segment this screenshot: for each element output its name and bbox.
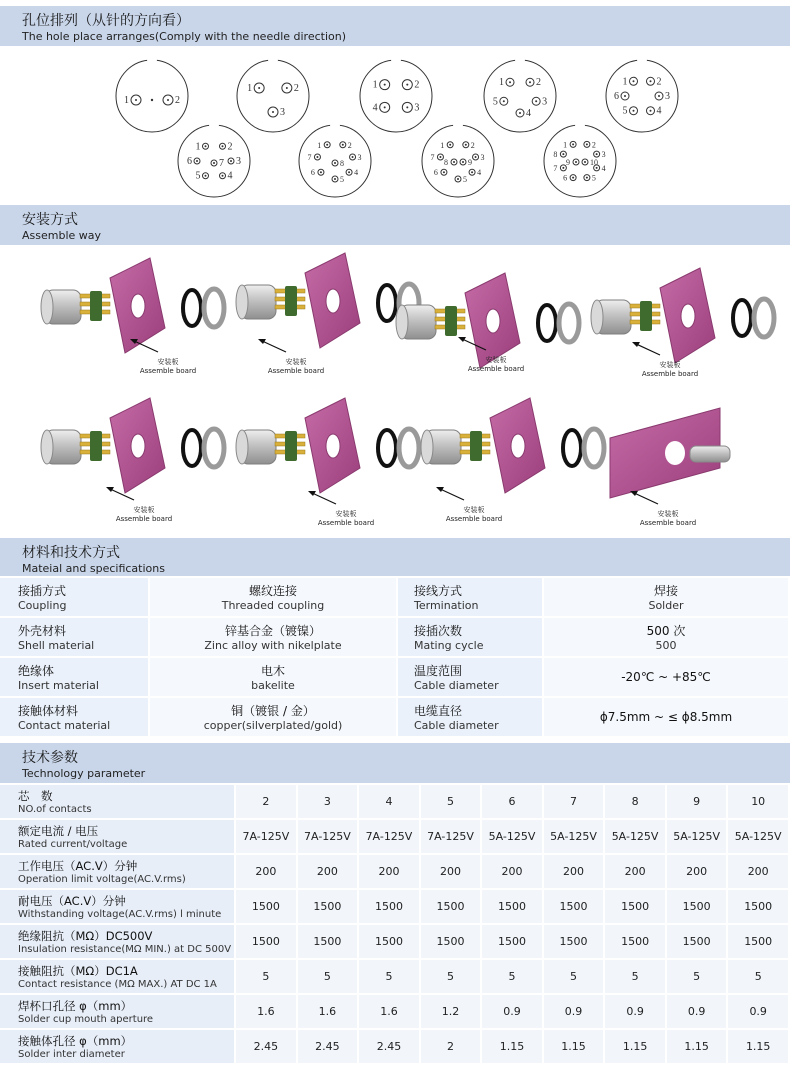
tech-param-label-zh: 额定电流 / 电压: [18, 824, 99, 838]
tech-value: 5: [481, 959, 543, 994]
spec-value-zh: 螺纹连接: [248, 584, 297, 598]
spec-label: [397, 657, 543, 697]
tech-value: 1500: [481, 924, 543, 959]
tech-param-label: [0, 854, 235, 889]
assemble-figure-4: [591, 268, 774, 378]
spec-value-en: bakelite: [251, 679, 295, 692]
spec-label-zh: 电缆直径: [414, 704, 463, 718]
pin-layout-diagrams: [0, 50, 790, 202]
tech-row: [0, 1029, 789, 1064]
section-title-en: Mateial and specifications: [22, 562, 165, 575]
tech-param-label: [0, 994, 235, 1029]
tech-value: 1500: [604, 889, 666, 924]
tech-value: 0.9: [604, 994, 666, 1029]
pin-diagram-2: [116, 55, 188, 132]
assemble-caption-zh: 安装板: [659, 361, 681, 369]
assemble-caption-zh: 安装板: [485, 356, 507, 364]
tech-value: 2.45: [297, 1029, 359, 1064]
section-header-assemble: [0, 205, 790, 245]
spec-row: [0, 617, 789, 657]
spec-label-zh: 接插次数: [414, 624, 463, 638]
tech-value: 1.6: [358, 994, 420, 1029]
tech-value: 200: [481, 854, 543, 889]
section-title-en: Assemble way: [22, 229, 102, 242]
pin-number: 3: [601, 150, 606, 160]
tech-param-label: [0, 785, 235, 819]
tech-param-label: [0, 924, 235, 959]
tech-value: 2.45: [358, 1029, 420, 1064]
pin-number: 3: [236, 156, 241, 167]
tech-value: 4: [358, 785, 420, 819]
pin-number: 1: [622, 76, 628, 88]
tech-value: 5A-125V: [604, 819, 666, 854]
pin-number: 3: [542, 96, 548, 108]
pin-diagram-10: [544, 120, 616, 197]
assemble-caption-zh: 安装板: [657, 510, 679, 518]
section-title-en: The hole place arranges(Comply with the needle direction): [22, 30, 347, 43]
spec-row: [0, 697, 789, 737]
assemble-caption-en: Assemble board: [317, 519, 375, 527]
tech-value: 5: [604, 959, 666, 994]
tech-value: 200: [235, 854, 297, 889]
tech-value: 1.6: [235, 994, 297, 1029]
tech-param-label-zh: 芯 数: [18, 789, 53, 803]
spec-value-en: 500: [655, 639, 677, 652]
spec-value-en: Solder: [648, 599, 684, 612]
spec-label-zh: 绝缘体: [18, 664, 55, 678]
pin-number: 1: [563, 140, 568, 150]
pin-number: 3: [480, 152, 485, 162]
tech-param-label-en: Rated current/voltage: [18, 839, 128, 850]
tech-param-label: [0, 1029, 235, 1064]
pin-number: 4: [656, 105, 662, 117]
spec-row: [0, 657, 789, 697]
pin-number: 4: [354, 168, 359, 178]
pin-number: 1: [195, 141, 201, 153]
tech-value: 8: [604, 785, 666, 819]
pin-number: 5: [591, 173, 596, 183]
pin-number: 7: [430, 152, 435, 162]
assemble-caption-zh: 安装板: [133, 506, 155, 514]
tech-value: 2: [235, 785, 297, 819]
spec-value: [543, 657, 789, 697]
tech-value: 2: [420, 1029, 482, 1064]
spec-value-zh: 锌基合金（镀镍）: [224, 624, 321, 638]
tech-value: 9: [666, 785, 728, 819]
tech-value: 0.9: [666, 994, 728, 1029]
pin-number: 6: [563, 173, 568, 183]
spec-label-en: Contact material: [18, 719, 111, 732]
pin-number: 4: [526, 108, 531, 119]
section-header-tech: [0, 743, 790, 783]
tech-value: 1500: [604, 924, 666, 959]
spec-value: [543, 697, 789, 737]
pin-number: 5: [340, 175, 344, 184]
section-header-pin-layout: [0, 6, 790, 46]
pin-number: 6: [310, 168, 315, 178]
tech-value: 5: [727, 959, 789, 994]
assemble-caption-en: Assemble board: [641, 370, 699, 378]
tech-value: 1.2: [420, 994, 482, 1029]
pin-number: 7: [553, 163, 558, 173]
spec-label: [0, 617, 149, 657]
pin-diagram-6: [606, 55, 678, 132]
tech-value: 1.15: [666, 1029, 728, 1064]
section-title-zh: 安装方式: [22, 212, 78, 228]
assemble-figure-2: [236, 253, 419, 375]
spec-value-en: Zinc alloy with nikelplate: [204, 639, 342, 652]
tech-value: 7A-125V: [297, 819, 359, 854]
spec-value-zh: -20℃ ~ +85℃: [621, 670, 711, 684]
pin-number: 4: [227, 170, 233, 182]
assemble-caption-en: Assemble board: [445, 515, 503, 523]
section-title-zh: 孔位排列（从针的方向看）: [22, 13, 190, 29]
section-title-zh: 技术参数: [22, 750, 78, 766]
spec-value-zh: 铜（镀银 / 金）: [231, 704, 315, 718]
spec-label-zh: 外壳材料: [18, 624, 67, 638]
tech-value: 1500: [297, 924, 359, 959]
tech-value: 200: [666, 854, 728, 889]
tech-value: 200: [543, 854, 605, 889]
spec-label-en: Cable diameter: [414, 719, 499, 732]
tech-value: 5: [358, 959, 420, 994]
tech-value: 7A-125V: [420, 819, 482, 854]
pin-number: 3: [665, 91, 670, 102]
tech-param-label: [0, 959, 235, 994]
tech-value: 5A-125V: [666, 819, 728, 854]
pin-number: 2: [347, 140, 352, 150]
pin-number: 1: [499, 77, 505, 89]
tech-value: 1500: [297, 889, 359, 924]
tech-value: 5: [297, 959, 359, 994]
section-title-zh: 材料和技术方式: [22, 545, 120, 561]
spec-label-zh: 温度范围: [414, 664, 463, 678]
assemble-figure-7: [421, 398, 604, 523]
pin-number: 1: [440, 140, 445, 150]
pin-diagram-7: [178, 120, 250, 197]
assemble-caption-zh: 安装板: [157, 358, 179, 366]
pin-number: 2: [414, 79, 420, 91]
tech-row: [0, 924, 789, 959]
tech-value: 5: [420, 785, 482, 819]
tech-param-label-en: Contact resistance (MΩ MAX.) AT DC 1A: [18, 979, 217, 990]
tech-param-label: [0, 889, 235, 924]
assemble-figure-5: [41, 398, 224, 523]
spec-value: [543, 617, 789, 657]
spec-label-zh: 接插方式: [18, 584, 67, 598]
pin-number: 9: [468, 158, 472, 167]
pin-number: 2: [591, 140, 596, 150]
spec-label: [0, 697, 149, 737]
tech-value: 1500: [666, 924, 728, 959]
section-title-en: Technology parameter: [22, 767, 146, 780]
pin-number: 2: [175, 95, 180, 106]
tech-value: 1500: [358, 924, 420, 959]
pin-number: 5: [622, 105, 628, 117]
assemble-caption-en: Assemble board: [639, 519, 697, 527]
spec-value: [543, 578, 789, 617]
tech-value: 6: [481, 785, 543, 819]
tech-value: 7A-125V: [358, 819, 420, 854]
pin-number: 6: [433, 168, 438, 178]
pin-number: 3: [280, 107, 285, 118]
spec-label: [0, 578, 149, 617]
assemble-illustrations: [0, 248, 790, 536]
tech-value: 1500: [420, 889, 482, 924]
pin-number: 9: [566, 158, 570, 167]
tech-param-label-zh: 耐电压（AC.V）分钟: [18, 894, 126, 908]
assemble-figure-6: [236, 398, 419, 527]
tech-value: 5: [666, 959, 728, 994]
tech-row: [0, 994, 789, 1029]
tech-row: [0, 854, 789, 889]
tech-param-label-en: Solder inter diameter: [18, 1049, 125, 1060]
tech-value: 200: [358, 854, 420, 889]
pin-number: 6: [187, 156, 192, 167]
pin-diagram-3: [237, 55, 309, 132]
spec-value: [149, 697, 397, 737]
spec-value: [149, 617, 397, 657]
pin-number: 2: [656, 76, 662, 88]
tech-value: 7: [543, 785, 605, 819]
tech-value: 1500: [481, 889, 543, 924]
pin-number: 1: [372, 79, 378, 91]
tech-value: 1.15: [543, 1029, 605, 1064]
tech-value: 1500: [358, 889, 420, 924]
pin-number: 3: [414, 102, 420, 114]
pin-number: 7: [219, 158, 224, 169]
pin-number: 5: [463, 175, 467, 184]
pin-number: 5: [195, 170, 201, 182]
tech-param-label-en: Withstanding voltage(AC.V.rms) l minute: [18, 909, 222, 920]
spec-label-zh: 接触体材料: [18, 704, 79, 718]
pin-number: 8: [340, 159, 344, 168]
tech-value: 200: [604, 854, 666, 889]
tech-param-label-en: NO.of contacts: [18, 804, 92, 815]
assemble-caption-en: Assemble board: [467, 365, 525, 373]
pin-number: 7: [307, 152, 312, 162]
assemble-caption-zh: 安装板: [463, 506, 485, 514]
tech-row: [0, 959, 789, 994]
spec-value-en: copper(silverplated/gold): [203, 719, 343, 732]
tech-param-label-en: Solder cup mouth aperture: [18, 1014, 154, 1025]
pin-number: 1: [317, 140, 322, 150]
spec-label-en: Termination: [414, 599, 479, 612]
pin-number: 2: [293, 83, 299, 94]
pin-number: 2: [535, 77, 541, 89]
spec-label-en: Insert material: [18, 679, 99, 692]
tech-value: 200: [727, 854, 789, 889]
pin-number: 4: [372, 102, 378, 114]
spec-value-zh: 电木: [260, 664, 285, 678]
tech-row: [0, 819, 789, 854]
pin-number: 5: [492, 96, 498, 108]
tech-param-label-zh: 绝缘阻抗（MΩ）DC500V: [18, 929, 153, 943]
tech-value: 3: [297, 785, 359, 819]
tech-value: 200: [420, 854, 482, 889]
tech-param-label-zh: 工作电压（AC.V）分钟: [18, 859, 138, 873]
tech-value: 1500: [727, 889, 789, 924]
pin-number: 4: [477, 168, 482, 178]
pin-number: 2: [470, 140, 475, 150]
pin-number: 1: [247, 83, 253, 94]
assemble-caption-en: Assemble board: [115, 515, 173, 523]
tech-value: 7A-125V: [235, 819, 297, 854]
tech-value: 1.15: [604, 1029, 666, 1064]
pin-number: 10: [590, 158, 598, 167]
tech-value: 5A-125V: [481, 819, 543, 854]
tech-value: 5: [543, 959, 605, 994]
tech-value: 1500: [543, 924, 605, 959]
tech-value: 1500: [235, 924, 297, 959]
pin-number: 4: [601, 163, 606, 173]
tech-value: 1.6: [297, 994, 359, 1029]
tech-param-label: [0, 819, 235, 854]
assemble-caption-en: Assemble board: [139, 367, 197, 375]
spec-value: [149, 657, 397, 697]
assemble-caption-zh: 安装板: [285, 358, 307, 366]
tech-value: 0.9: [727, 994, 789, 1029]
assemble-figure-3: [396, 273, 579, 373]
spec-label-en: Cable diameter: [414, 679, 499, 692]
tech-row: [0, 785, 789, 819]
tech-value: 5: [235, 959, 297, 994]
tech-value: 1500: [666, 889, 728, 924]
spec-label-en: Coupling: [18, 599, 67, 612]
tech-param-label-zh: 焊杯口孔径 φ（mm）: [18, 999, 133, 1013]
pin-diagram-4: [360, 55, 432, 132]
spec-row: [0, 578, 789, 617]
spec-value-en: Threaded coupling: [221, 599, 325, 612]
tech-value: 5A-125V: [543, 819, 605, 854]
tech-param-label-zh: 接触体孔径 φ（mm）: [18, 1034, 133, 1048]
materials-table: [0, 578, 790, 738]
spec-label-en: Mating cycle: [414, 639, 484, 652]
tech-value: 0.9: [543, 994, 605, 1029]
spec-value-zh: ϕ7.5mm ~ ≤ ϕ8.5mm: [599, 710, 733, 724]
section-header-materials: [0, 538, 790, 576]
spec-value: [149, 578, 397, 617]
tech-param-label-en: Operation limit voltage(AC.V.rms): [18, 874, 186, 885]
spec-value-zh: 500 次: [646, 624, 686, 638]
pin-diagram-9: [422, 120, 494, 197]
tech-param-label-en: Insulation resistance(MΩ MIN.) at DC 500V: [18, 944, 232, 955]
pin-diagram-8: [299, 120, 371, 197]
tech-row: [0, 889, 789, 924]
tech-value: 0.9: [481, 994, 543, 1029]
spec-value-zh: 焊接: [653, 584, 678, 598]
spec-label: [397, 578, 543, 617]
tech-value: 200: [297, 854, 359, 889]
pin-number: 2: [227, 141, 233, 153]
tech-value: 5A-125V: [727, 819, 789, 854]
pin-number: 3: [357, 152, 362, 162]
pin-number: 6: [614, 91, 619, 102]
tech-value: 1.15: [727, 1029, 789, 1064]
tech-value: 1500: [727, 924, 789, 959]
tech-value: 1.15: [481, 1029, 543, 1064]
tech-param-label-zh: 接触阻抗（MΩ）DC1A: [18, 964, 138, 978]
pin-number: 8: [553, 150, 558, 160]
assemble-figure-1: [41, 258, 224, 375]
pin-diagram-5: [484, 55, 556, 132]
spec-label: [397, 697, 543, 737]
spec-label-en: Shell material: [18, 639, 95, 652]
tech-value: 10: [727, 785, 789, 819]
tech-value: 2.45: [235, 1029, 297, 1064]
tech-value: 5: [420, 959, 482, 994]
pin-number: 1: [124, 95, 129, 106]
tech-value: 1500: [420, 924, 482, 959]
tech-value: 1500: [543, 889, 605, 924]
assemble-caption-en: Assemble board: [267, 367, 325, 375]
spec-label: [0, 657, 149, 697]
assemble-figure-8: [610, 408, 730, 527]
tech-value: 1500: [235, 889, 297, 924]
spec-label: [397, 617, 543, 657]
pin-number: 8: [444, 158, 448, 167]
spec-label-zh: 接线方式: [414, 584, 463, 598]
tech-parameter-table: [0, 785, 790, 1065]
assemble-caption-zh: 安装板: [335, 510, 357, 518]
